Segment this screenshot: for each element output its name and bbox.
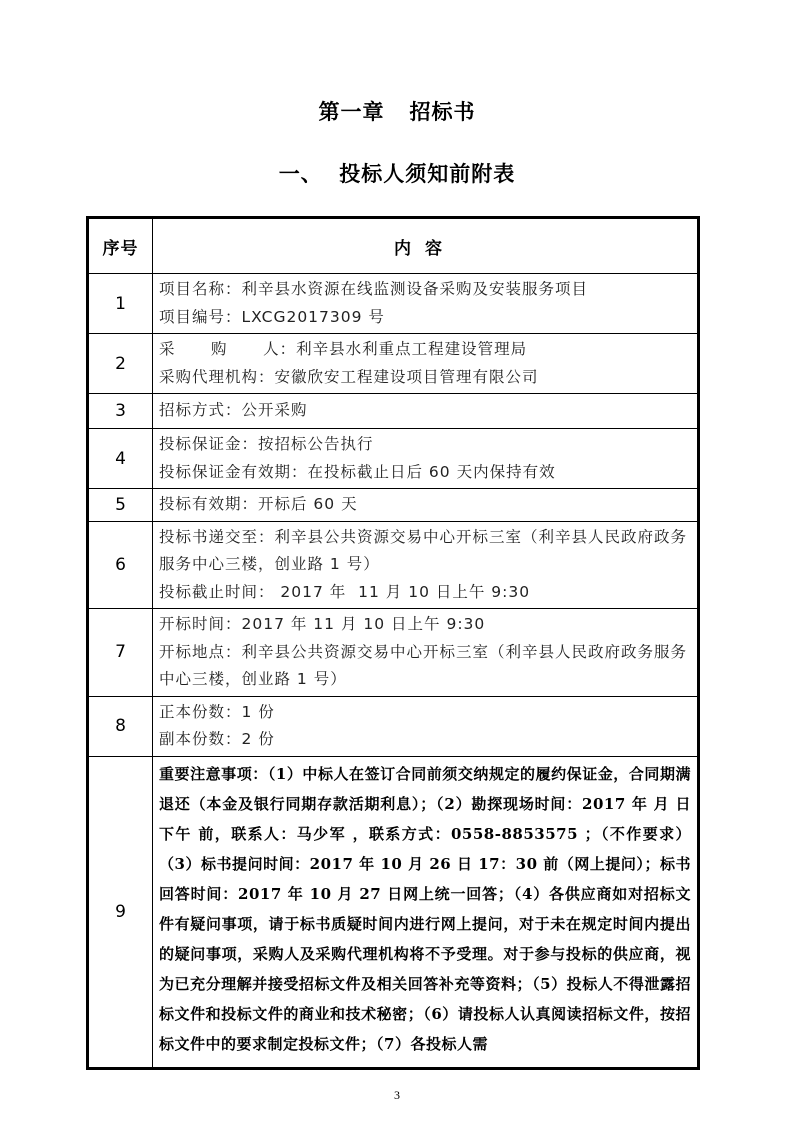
row-number: 3 — [89, 394, 153, 429]
header-serial-number: 序号 — [89, 219, 153, 274]
table-row — [89, 274, 698, 334]
agency-line: 采购代理机构：安徽欣安工程建设项目管理有限公司 — [159, 367, 539, 386]
bidding-method-line: 招标方式：公开采购 — [159, 401, 308, 420]
table-row — [89, 696, 698, 756]
bid-opening-location-line: 开标地点：利辛县公共资源交易中心开标三室（利辛县人民政府政务服务中心三楼，创业路 1 号） — [159, 642, 688, 688]
row-content — [153, 521, 698, 609]
table-row — [89, 429, 698, 489]
row-number: 9 — [89, 756, 153, 1067]
row-number: 1 — [89, 274, 153, 334]
bid-submission-location-line: 投标书递交至：利辛县公共资源交易中心开标三室（利辛县人民政府政务服务中心三楼，创业路 1 号） — [159, 527, 688, 573]
table-row — [89, 394, 698, 429]
project-code-line: 项目编号：LXCG2017309 号 — [159, 307, 385, 326]
chapter-title: 第一章 招标书 — [318, 100, 476, 124]
bid-bond-line: 投标保证金：按招标公告执行 — [159, 435, 374, 453]
original-copies-line: 正本份数：1 份 — [159, 702, 275, 721]
table-row — [89, 334, 698, 394]
bid-bond-validity-line: 投标保证金有效期：在投标截止日后 60 天内保持有效 — [159, 462, 556, 481]
project-name-line: 项目名称：利辛县水资源在线监测设备采购及安装服务项目 — [159, 280, 589, 298]
row-number: 8 — [89, 696, 153, 756]
row-number: 6 — [89, 521, 153, 609]
row-number: 4 — [89, 429, 153, 489]
table-header-row — [89, 219, 698, 274]
bidder-instructions-table — [86, 216, 700, 1070]
row-number: 7 — [89, 609, 153, 697]
purchaser-line: 采 购 人：利辛县水利重点工程建设管理局 — [159, 340, 528, 358]
header-content: 内容 — [153, 219, 698, 274]
row-content — [153, 696, 698, 756]
row-content — [153, 429, 698, 489]
important-notes-paragraph: 重要注意事项：（1）中标人在签订合同前须交纳规定的履约保证金，合同期满退还（本金及银行同期存款活期利息）；（2）勘探现场时间：2017 年 月 日下午 前，联系人：马少军 ，联系方式：0558-8853575 ；（不作要求）（3）标书提问时间：2017 年 10 月 26 日 17：30 前（网上提问）；标书回答时间：2017 年 10 月 27 日网上统一回答；（4）各供应商如对招标文件有疑问事项，请于标书质疑时间内进行网上提问，对于未在规定时间内提出的疑问事项，采购人及采购代理机构将不予受理。对于参与投标的供应商，视为已充分理解并接受招标文件及相关回答补充等资料；（5）投标人不得泄露招标文件和投标文件的商业和技术秘密；（6）请投标人认真阅读招标文件，按招标文件中的要求制定投标文件；（7）各投标人需 — [153, 756, 698, 1067]
bid-opening-time-line: 开标时间：2017 年 11 月 10 日上午 9:30 — [159, 615, 486, 633]
row-content — [153, 394, 698, 429]
page-number: 3 — [394, 1088, 400, 1102]
row-content — [153, 489, 698, 522]
table-row — [89, 521, 698, 609]
row-content — [153, 609, 698, 697]
section-title: 一、 投标人须知前附表 — [278, 162, 516, 186]
row-number: 2 — [89, 334, 153, 394]
table-row — [89, 489, 698, 522]
bid-deadline-line: 投标截止时间： 2017 年 11 月 10 日上午 9:30 — [159, 582, 531, 601]
row-content — [153, 274, 698, 334]
bid-validity-line: 投标有效期：开标后 60 天 — [159, 495, 358, 513]
duplicate-copies-line: 副本份数：2 份 — [159, 730, 275, 748]
row-number: 5 — [89, 489, 153, 522]
table-row — [89, 609, 698, 697]
row-content — [153, 334, 698, 394]
table-row — [89, 756, 698, 1067]
